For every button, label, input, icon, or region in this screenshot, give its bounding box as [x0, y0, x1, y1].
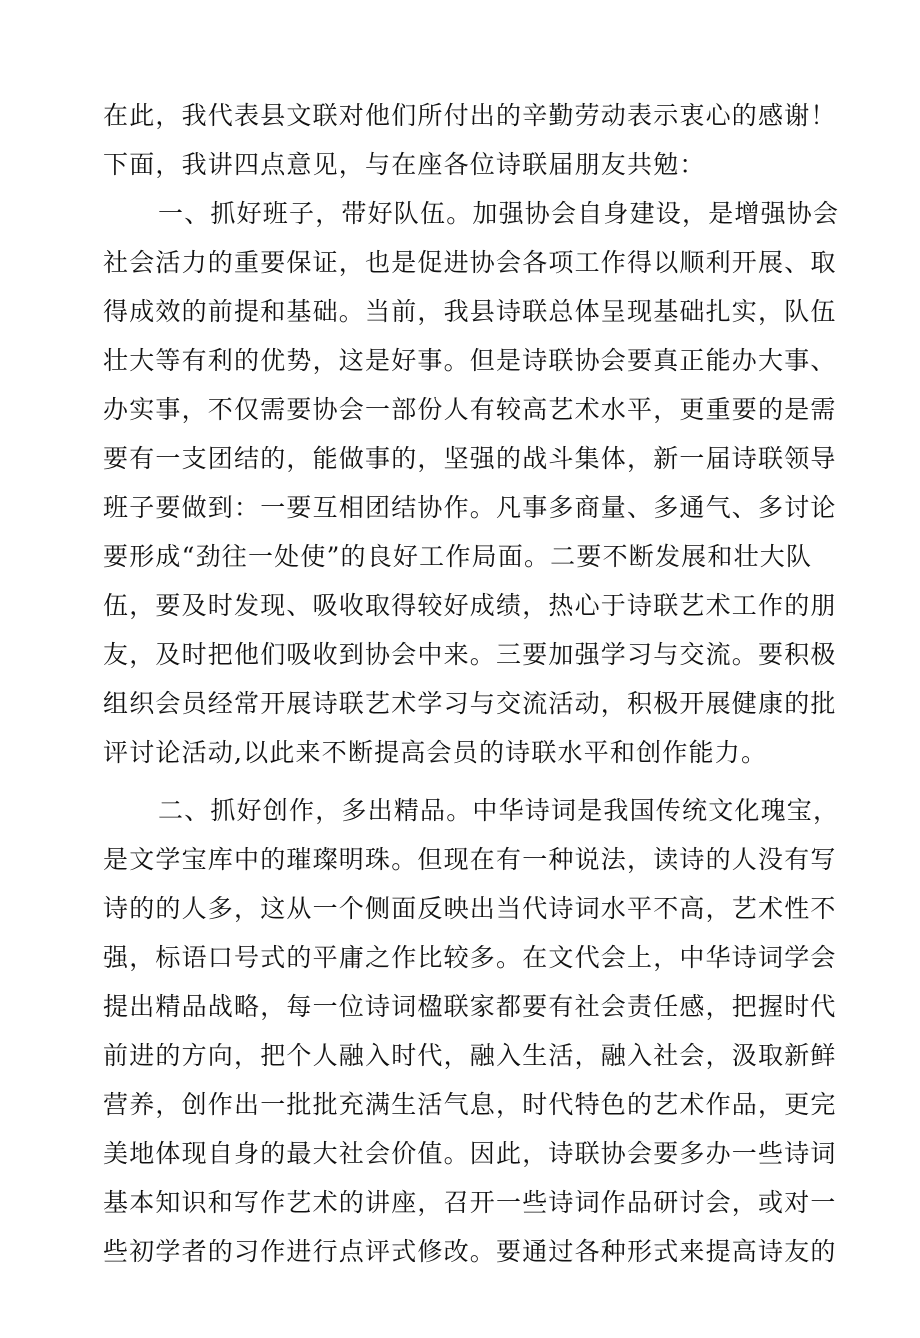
text-line: 办实事，不仅需要协会一部份人有较高艺术水平，更重要的是需: [103, 395, 837, 424]
text-line: 班子要做到：一要互相团结协作。凡事多商量、多通气、多讨论: [103, 493, 837, 522]
text-line: 壮大等有利的优势，这是好事。但是诗联协会要真正能办大事、: [103, 346, 837, 375]
body-text: [103, 91, 840, 1276]
text-line: 组织会员经常开展诗联艺术学习与交流活动，积极开展健康的批: [103, 689, 837, 718]
text-line: 社会活力的重要保证，也是促进协会各项工作得以顺利开展、取: [103, 248, 837, 277]
text-line: 评讨论活动,以此来不断提高会员的诗联水平和创作能力。: [103, 738, 768, 767]
text-line: 友，及时把他们吸收到协会中来。三要加强学习与交流。要积极: [103, 640, 837, 669]
text-line: 提出精品战略，每一位诗词楹联家都要有社会责任感，把握时代: [103, 992, 837, 1021]
paragraph-start-line: 一、抓好班子，带好队伍。加强协会自身建设，是增强协会: [158, 199, 840, 228]
text-line: 要形成“劲往一处使”的良好工作局面。二要不断发展和壮大队: [103, 542, 813, 571]
text-line: 要有一支团结的，能做事的，坚强的战斗集体，新一届诗联领导: [103, 444, 837, 473]
text-line: 是文学宝库中的璀璨明珠。但现在有一种说法，读诗的人没有写: [103, 845, 837, 874]
text-line: 伍，要及时发现、吸收取得较好成绩，热心于诗联艺术工作的朋: [103, 591, 837, 620]
text-line: 美地体现自身的最大社会价值。因此，诗联协会要多办一些诗词: [103, 1139, 837, 1168]
text-line: 在此，我代表县文联对他们所付出的辛勤劳动表示衷心的感谢！: [103, 101, 837, 130]
text-line: 前进的方向，把个人融入时代，融入生活，融入社会，汲取新鲜: [103, 1041, 837, 1070]
text-line: 得成效的前提和基础。当前，我县诗联总体呈现基础扎实，队伍: [103, 297, 837, 326]
text-line: 强，标语口号式的平庸之作比较多。在文代会上，中华诗词学会: [103, 943, 837, 972]
text-line: 营养，创作出一批批充满生活气息，时代特色的艺术作品，更完: [103, 1090, 837, 1119]
paragraph-start-line: 二、抓好创作，多出精品。中华诗词是我国传统文化瑰宝，: [158, 796, 840, 825]
text-line: 些初学者的习作进行点评式修改。要通过各种形式来提高诗友的: [103, 1237, 837, 1266]
text-line: 下面，我讲四点意见，与在座各位诗联届朋友共勉：: [103, 150, 706, 179]
text-line: 诗的的人多，这从一个侧面反映出当代诗词水平不高，艺术性不: [103, 894, 837, 923]
text-line: 基本知识和写作艺术的讲座，召开一些诗词作品研讨会，或对一: [103, 1188, 837, 1217]
